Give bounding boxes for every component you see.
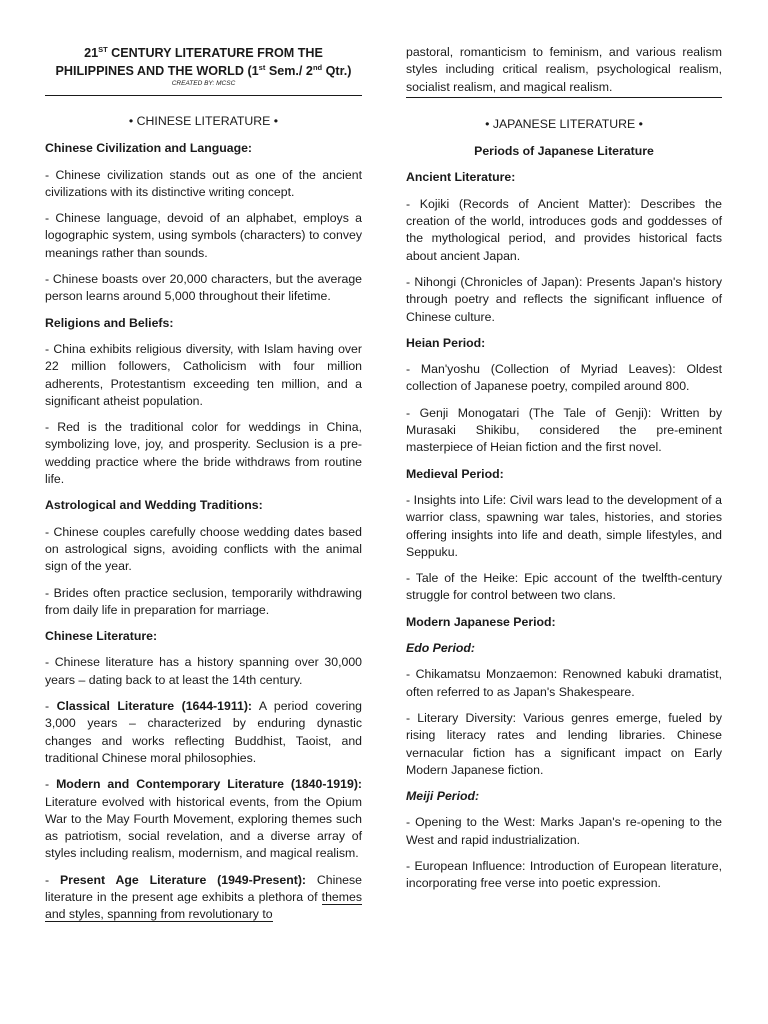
medieval-paragraph-1: - Insights into Life: Civil wars lead to the development of a warrior class, spawning war tales, histories, and stories offering insights into life and death, simple lifestyles, and Seppuku. <box>406 492 722 559</box>
edo-paragraph-2: - Literary Diversity: Various genres emerge, fueled by rising literacy rates and lending libraries. Chinese vernacular fiction has a significant impact on Early Modern Japanese fiction. <box>406 710 722 777</box>
medieval-heading: Medieval Period: <box>406 466 504 481</box>
title-superscript-2nd: nd <box>312 63 323 72</box>
civilization-paragraph-3: - Chinese boasts over 20,000 characters, but the average person learns around 5,000 throughout their lifetime. <box>45 272 362 304</box>
title-number: 21 <box>84 46 99 60</box>
present-dash: - <box>45 872 60 887</box>
continuation-paragraph: pastoral, romanticism to feminism, and various realism styles including critical realism, psychological realism, socialist realism, and magical realism. <box>406 45 722 94</box>
religions-heading: Religions and Beliefs: <box>45 315 174 330</box>
title-superscript-1st: st <box>258 63 266 72</box>
left-column <box>45 0 362 933</box>
title-line1: CENTURY LITERATURE FROM THE <box>107 46 323 60</box>
present-literature-paragraph <box>45 872 362 924</box>
header-rule <box>45 95 362 96</box>
astrological-heading: Astrological and Wedding Traditions: <box>45 498 263 513</box>
ancient-paragraph-2: - Nihongi (Chronicles of Japan): Presents Japan's history through poetry and reflects the significant influence of Chinese culture. <box>406 274 722 324</box>
religions-paragraph-2: - Red is the traditional color for weddings in China, symbolizing love, joy, and prosperity. Seclusion is a pre-wedding practice where the bride withdraws from routine life. <box>45 420 362 487</box>
edo-paragraph-1: - Chikamatsu Monzaemon: Renowned kabuki dramatist, often referred to as Japan's Shakespeare. <box>406 667 722 699</box>
heian-heading: Heian Period: <box>406 335 486 350</box>
japanese-section-title: • JAPANESE LITERATURE • <box>485 116 643 131</box>
modern-text: Literature evolved with historical events, from the Opium War to the May Fourth Movement, exploring themes such as patriotism, social revelation, and a diverse array of styles including realism, modernism, and magical realism. <box>45 794 362 861</box>
title-line2-c: Qtr.) <box>322 64 352 78</box>
periods-heading: Periods of Japanese Literature <box>474 144 654 159</box>
edo-heading: Edo Period: <box>406 641 476 656</box>
ancient-heading: Ancient Literature: <box>406 170 516 185</box>
document-title <box>45 44 362 80</box>
chinese-literature-paragraph: - Chinese literature has a history spanning over 30,000 years – dating back to at least the 14th century. <box>45 655 362 687</box>
title-superscript-st: ST <box>98 45 108 54</box>
civilization-heading: Chinese Civilization and Language: <box>45 141 253 156</box>
chinese-section-title: • CHINESE LITERATURE • <box>128 114 279 128</box>
heian-paragraph-2: - Genji Monogatari (The Tale of Genji): Written by Murasaki Shikibu, considered the pre-eminent masterpiece of Heian fiction and the first novel. <box>406 405 722 455</box>
classical-literature-paragraph <box>45 698 362 767</box>
classical-dash: - <box>45 699 57 714</box>
modern-literature-paragraph <box>45 776 362 862</box>
created-by: CREATED BY: MCSC <box>171 80 236 87</box>
present-term: Present Age Literature (1949-Present): <box>59 872 307 887</box>
meiji-heading: Meiji Period: <box>406 789 480 804</box>
religions-paragraph-1: - China exhibits religious diversity, with Islam having over 22 million followers, Catholicism with four million adherents, Protestantism exceeding ten million, and a significant atheist population. <box>45 341 362 408</box>
present-text-underlined: themes and styles, spanning from revolutionary to <box>45 889 362 922</box>
heian-paragraph-1: - Man'yoshu (Collection of Myriad Leaves): Oldest collection of Japanese poetry, compiled around 800. <box>406 362 722 394</box>
medieval-paragraph-2: - Tale of the Heike: Epic account of the twelfth-century struggle for control between two clans. <box>406 571 722 603</box>
chinese-literature-heading: Chinese Literature: <box>45 629 158 644</box>
classical-text: A period covering 3,000 years – characterized by enduring dynastic changes and works reflecting Buddhist, Taoist, and traditional Chinese moral philosophies. <box>45 699 362 765</box>
modern-dash: - <box>45 777 57 792</box>
ancient-paragraph-1: - Kojiki (Records of Ancient Matter): Describes the creation of the world, introduces gods and goddesses of the mythological period, and provides historical facts about ancient Japan. <box>406 196 722 263</box>
meiji-paragraph-1: - Opening to the West: Marks Japan's re-opening to the West and rapid industrialization. <box>406 815 722 847</box>
title-line2-a: PHILIPPINES AND THE WORLD (1 <box>55 64 259 78</box>
modern-japanese-heading: Modern Japanese Period: <box>406 614 556 629</box>
civilization-paragraph-2: - Chinese language, devoid of an alphabet, employs a logographic system, using symbols (characters) to convey meanings rather than sounds. <box>45 211 362 260</box>
meiji-paragraph-2: - European Influence: Introduction of European literature, incorporating free verse into poetic expression. <box>406 858 722 891</box>
civilization-paragraph-1: - Chinese civilization stands out as one of the ancient civilizations with its distinctive writing concept. <box>45 167 362 199</box>
classical-term: Classical Literature (1644-1911): <box>56 699 253 714</box>
right-column <box>406 0 722 902</box>
continuation-rule <box>406 97 722 98</box>
title-line2-b: Sem./ 2 <box>265 64 313 78</box>
astrological-paragraph-1: - Chinese couples carefully choose wedding dates based on astrological signs, avoiding conflicts with the animal sign of the year. <box>45 524 362 574</box>
present-text: Chinese literature in the present age exhibits a plethora of <box>45 872 362 904</box>
astrological-paragraph-2: - Brides often practice seclusion, temporarily withdrawing from daily life in preparation for marriage. <box>45 585 362 617</box>
modern-term: Modern and Contemporary Literature (1840-1919): <box>56 777 363 792</box>
